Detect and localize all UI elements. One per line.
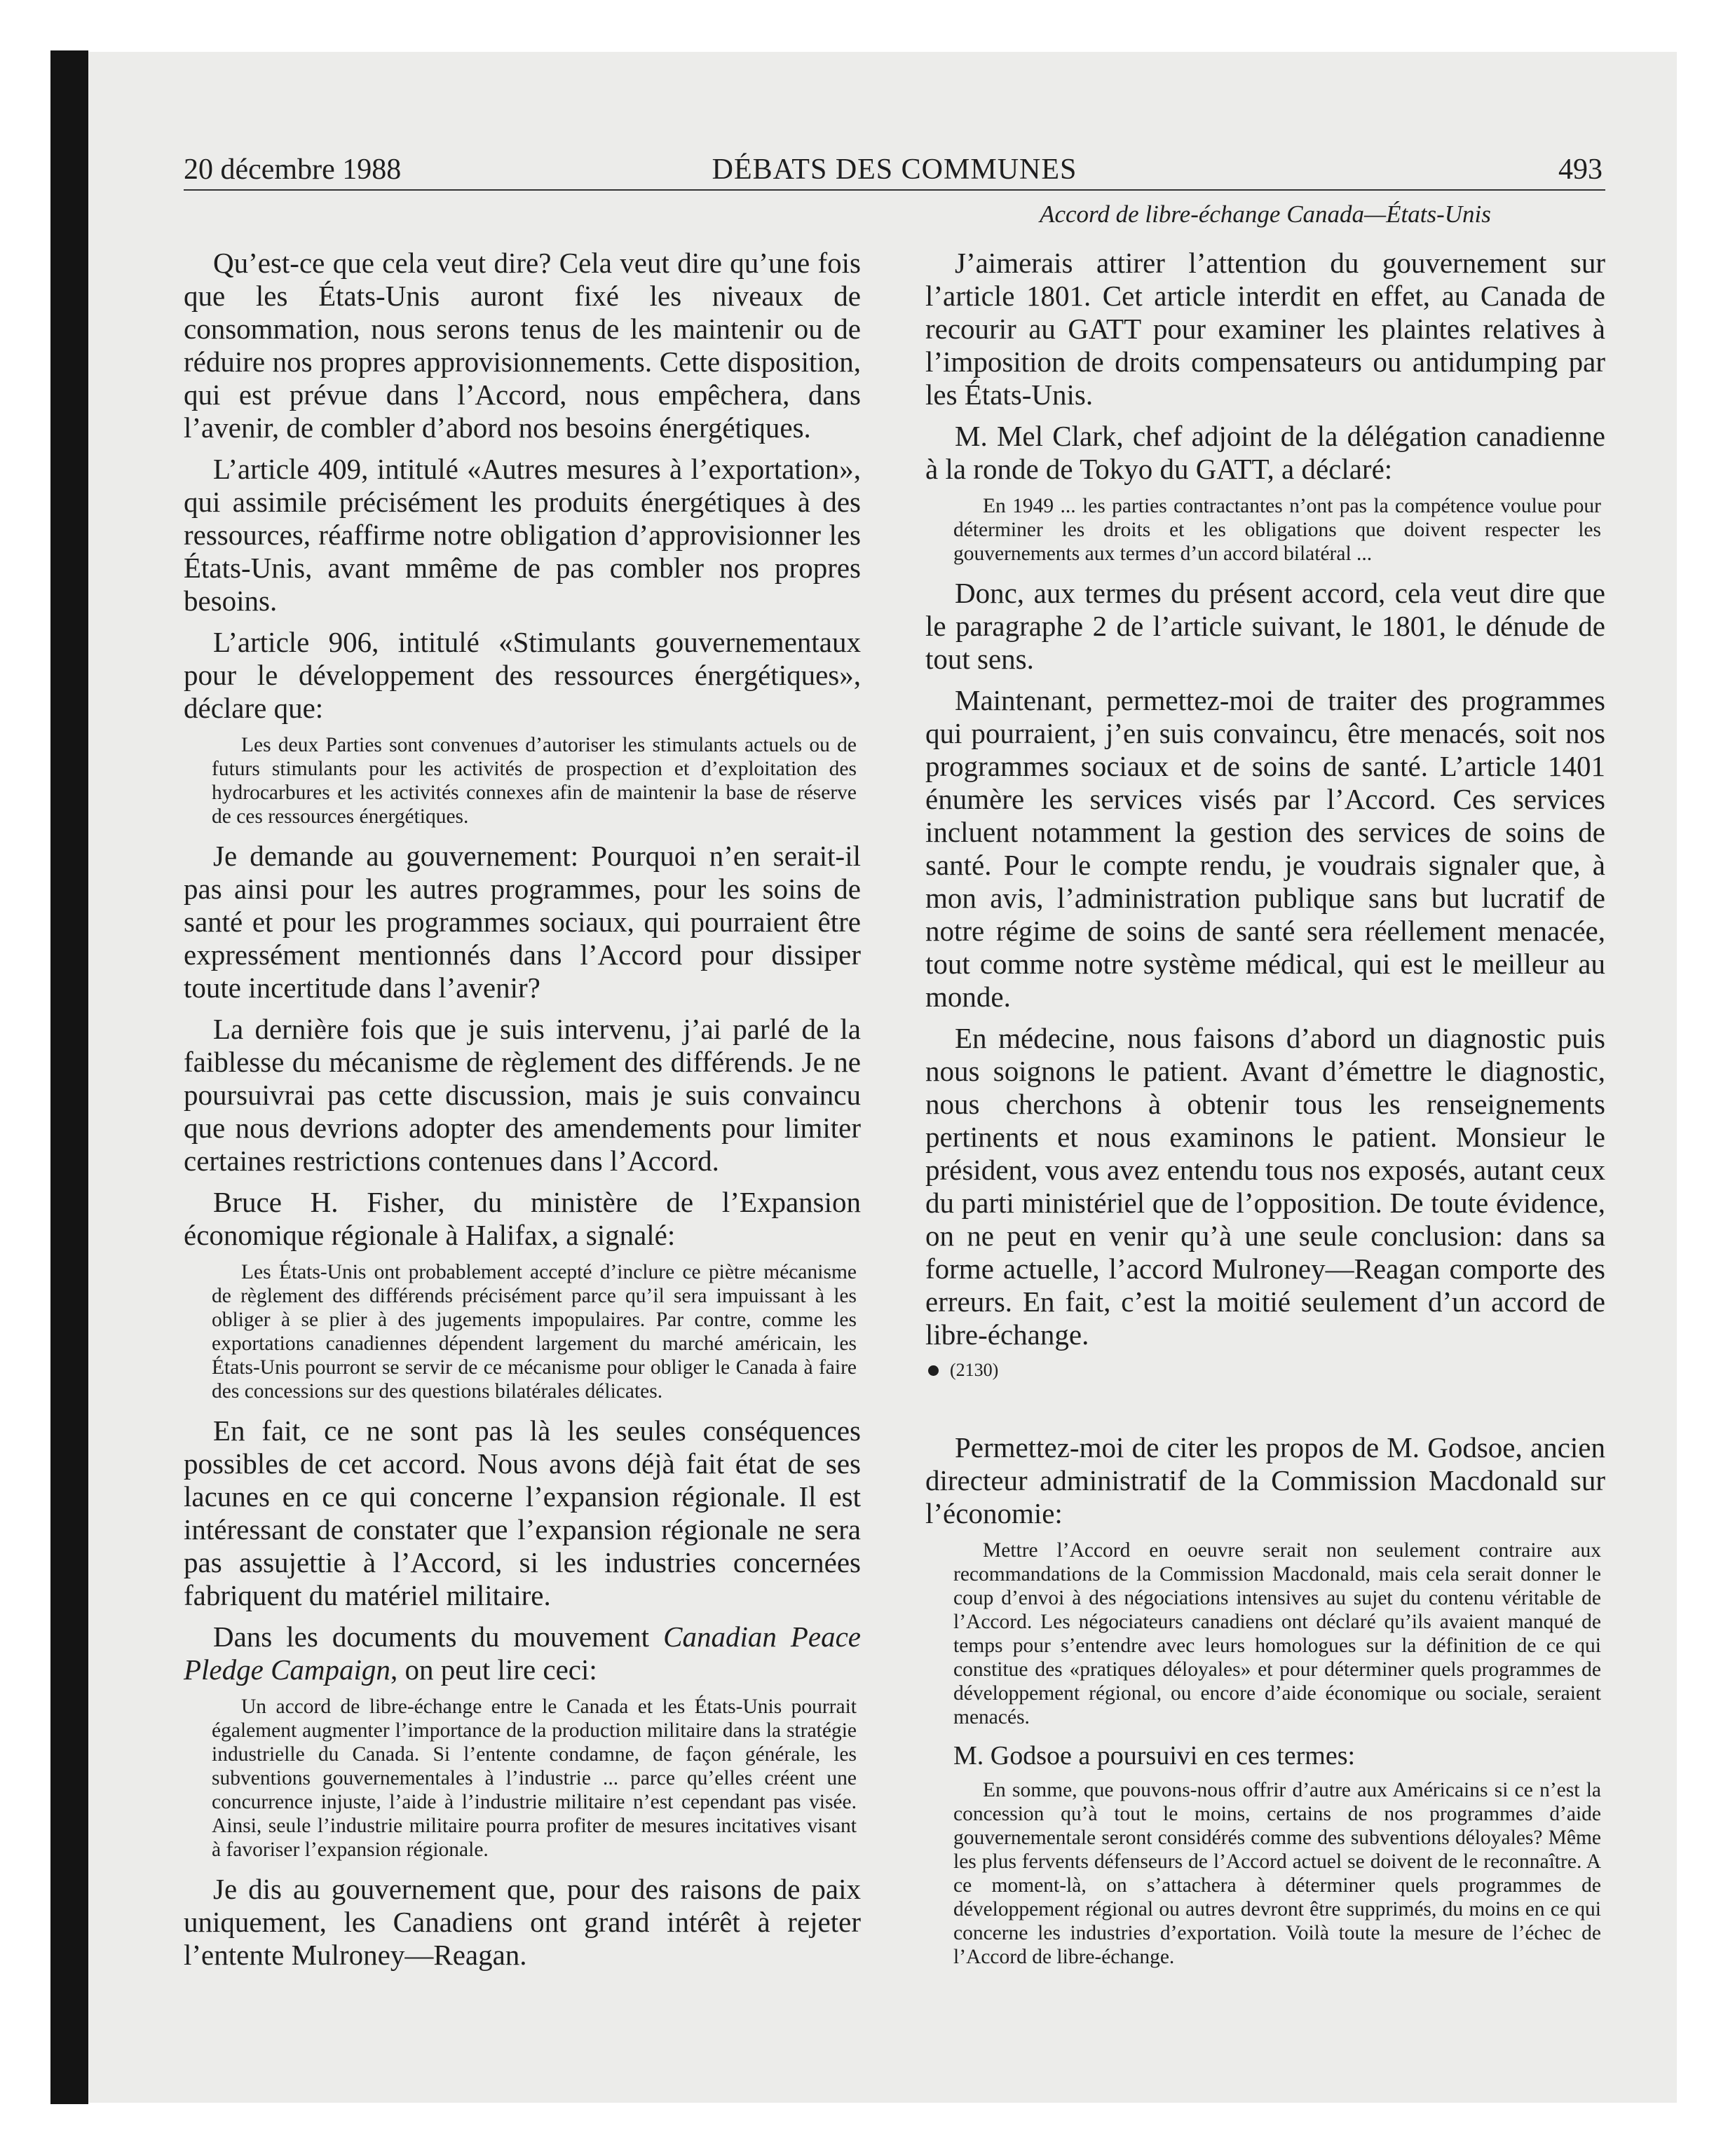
paragraph: La dernière fois que je suis intervenu, j’ai parlé de la faiblesse du mécanisme de règlement des différends. Je ne poursuivrai pas cette discussion, mais je suis convaincu que nous devrions adopter des amendements pour limiter certaines restrictions contenues dans l’Accord. [184,1013,861,1177]
paragraph: Je dis au gouvernement que, pour des raisons de paix uniquement, les Canadiens ont grand intérêt à rejeter l’entente Mulroney—Reagan. [184,1873,861,1971]
paragraph: M. Godsoe a poursuivi en ces termes: [953,1741,1356,1770]
time-marker-label: (2130) [950,1360,999,1380]
paragraph: L’article 409, intitulé «Autres mesures à l’exportation», qui assimile précisément les produits énergétiques à des ressources, réaffirme notre obligation d’approvisionner les États-Unis, avant mmême de pas combler nos propres besoins. [184,453,861,617]
campaign-name: Canadian Peace Pledge Campaign [184,1621,861,1686]
page-header [184,150,1605,191]
paragraph: Qu’est-ce que cela veut dire? Cela veut dire qu’une fois que les États-Unis auront fixé les niveaux de consommation, nous serons tenus de les maintenir ou de réduire nos propres approvisionnements. Cette disposition, qui est prévue dans l’Accord, nous empêchera, dans l’avenir, de combler d’abord nos besoins énergétiques. [184,247,861,444]
text-run: Dans les documents du mouvement [213,1621,664,1653]
block-quote: Les deux Parties sont convenues d’autoriser les stimulants actuels ou de futurs stimulants pour les activités de prospection et d’exploitation des hydrocarbures et les activités connexes afin de maintenir la base de réserve de ces ressources énergétiques. [212,734,857,828]
paragraph: Donc, aux termes du présent accord, cela veut dire que le paragraphe 2 de l’article suivant, le 1801, le dénude de tout sens. [925,577,1605,675]
block-quote: Mettre l’Accord en oeuvre serait non seulement contraire aux recommandations de la Commission Macdonald, mais cela serait donner le coup d’envoi à des négociations intensives au sujet du contenu véritable de l’Accord. Les négociateurs canadiens ont déclaré qu’ils avaient manqué de temps pour s’entendre avec leurs homologues sur la définition de ce qui constitue des «pratiques déloyales» et pour déterminer quels programmes de développement régional, ou encore d’aide économique ou sociale, seraient menacés. [953,1539,1601,1728]
block-quote: En 1949 ... les parties contractantes n’ont pas la compétence voulue pour déterminer les droits et les obligations que doivent respecter les gouvernements aux termes d’un accord bilatéral ... [953,495,1601,565]
text-run: , on peut lire ceci: [390,1653,597,1686]
page-number: 493 [1558,153,1603,186]
block-quote: En somme, que pouvons-nous offrir d’autre aux Américains si ce n’est la concession qu’à tout le moins, certains de nos programmes d’aide gouvernementale seront considérés comme des subventions déloyales? Même les plus fervents défenseurs de l’Accord actuel se doivent de le reconnaître. A ce moment-là, on s’attachera à déterminer quels programmes de développement régional ou autres devront être supprimés, du moins en ce qui concerne les industries d’exportation. Voilà toute la mesure de l’échec de l’Accord de libre-échange. [953,1779,1601,1968]
block-quote: Un accord de libre-échange entre le Canada et les États-Unis pourrait également augmenter l’importance de la production militaire dans la stratégie industrielle du Canada. Si l’entente condamne, de façon générale, les subventions gouvernementales à l’industrie ... parce qu’elles créent une concurrence injuste, l’aide à l’industrie militaire n’est cependant pas visée. Ainsi, seule l’industrie militaire pourra profiter de mesures incitatives visant à favoriser l’expansion régionale. [212,1696,857,1861]
paragraph [184,1621,861,1686]
running-head: Accord de libre-échange Canada—États-Unis [1040,200,1491,228]
paragraph: Maintenant, permettez-moi de traiter des programmes qui pourraient, j’en suis convaincu, être menacés, soit nos programmes sociaux et de soins de santé. L’article 1401 énumère les services visés par l’Accord. Ces services incluent notamment la gestion des services de soins de santé. Pour le compte rendu, je voudrais signaler que, à mon avis, l’administration publique sans but lucratif de notre régime de soins de santé sera réellement menacée, tout comme notre système médical, qui est le meilleur au monde. [925,684,1605,1013]
header-title: DÉBATS DES COMMUNES [712,153,1077,186]
paragraph: En fait, ce ne sont pas là les seules conséquences possibles de cet accord. Nous avons déjà fait état de ses lacunes en ce qui concerne l’expansion régionale. Il est intéressant de constater que l’expansion régionale ne sera pas assujettie à l’Accord, si les industries concernées fabriquent du matériel militaire. [184,1414,861,1611]
block-quote: Les États-Unis ont probablement accepté d’inclure ce piètre mécanisme de règlement des différends précisément parce qu’il sera impuissant à les obliger à se plier à des jugements impopulaires. Par contre, comme les exportations canadiennes dépendent largement du marché américain, les États-Unis pourront se servir de ce mécanisme pour obliger le Canada à faire des concessions sur des questions bilatérales délicates. [212,1261,857,1403]
header-date: 20 décembre 1988 [184,153,402,186]
left-column [184,247,861,1980]
paragraph: En médecine, nous faisons d’abord un diagnostic puis nous soignons le patient. Avant d’émettre le diagnostic, nous cherchons à obtenir tous les renseignements pertinents et nous examinons le patient. Monsieur le président, vous avez entendu tous nos exposés, autant ceux du parti ministériel que de l’opposition. De toute évidence, on ne peut en venir qu’à une seule conclusion: dans sa forme actuelle, l’accord Mulroney—Reagan comporte des erreurs. En fait, c’est la moitié seulement d’un accord de libre-échange. [925,1022,1605,1351]
scan-edge [50,50,88,2104]
right-column [925,247,1605,1980]
paragraph: Je demande au gouvernement: Pourquoi n’en serait-il pas ainsi pour les autres programmes, pour les soins de santé et pour les programmes sociaux, qui pourraient être expressément mentionnés dans l’Accord pour dissiper toute incertitude dans l’avenir? [184,840,861,1004]
time-marker [925,1360,1605,1381]
paragraph: Bruce H. Fisher, du ministère de l’Expansion économique régionale à Halifax, a signalé: [184,1186,861,1251]
paragraph: J’aimerais attirer l’attention du gouvernement sur l’article 1801. Cet article interdit en effet, au Canada de recourir au GATT pour examiner les plaintes relatives à l’imposition de droits compensateurs ou antidumping par les États-Unis. [925,247,1605,411]
bullet-icon [928,1365,939,1376]
paragraph: M. Mel Clark, chef adjoint de la délégation canadienne à la ronde de Tokyo du GATT, a déclaré: [925,420,1605,485]
paragraph: L’article 906, intitulé «Stimulants gouvernementaux pour le développement des ressources énergétiques», déclare que: [184,626,861,724]
paragraph: Permettez-moi de citer les propos de M. Godsoe, ancien directeur administratif de la Commission Macdonald sur l’économie: [925,1431,1605,1529]
